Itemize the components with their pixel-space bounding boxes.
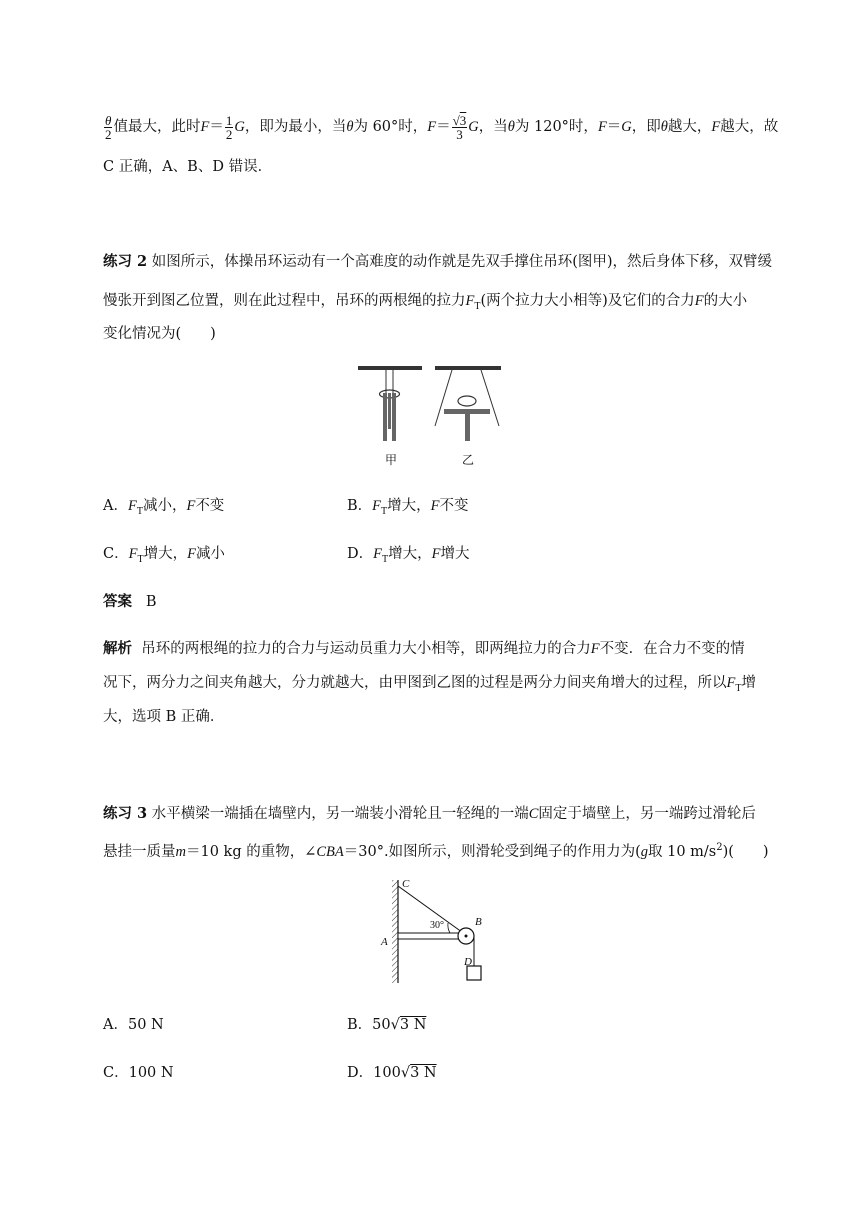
figure-yi-label: 乙 [462,453,475,467]
ex2-answer: 答案 B [103,593,157,610]
ex2-question-line-3: 变化情况为( ) [103,326,216,342]
theta-over-2: $\frac{\theta}{2}$ [105,112,112,142]
label-c: C [402,878,410,890]
one-half: $\frac{1}{2}$ [225,112,233,142]
ex2-analysis-line-1: 解析 吊环的两根绳的拉力的合力与运动员重力大小相等，即两绳拉力的合力F不变．在合力不变的情 [103,640,745,657]
ex3-label: 练习 3 [103,805,148,822]
figure-jia-label: 甲 [385,453,398,467]
ex2-option-a[interactable]: A．$F_T$减小，F不变 [103,498,225,517]
figure-yi [435,366,501,441]
ex2-analysis-line-2: 况下，两分力之间夹角越大，分力就越大，由甲图到乙图的过程是两分力间夹角增大的过程，所以$F_T$增 [103,675,756,694]
ex3-question-line-2: 悬挂一质量m＝10 kg 的重物，∠CBA＝30°.如图所示，则滑轮受到绳子的作用力为(g取 10 $m/s^2$)( ) [103,842,769,860]
wall [392,880,398,983]
ex2-option-d[interactable]: D．$F_T$增大，F增大 [347,546,470,565]
solution-line-1: $\frac{\theta}{2}$ 值最大，此时 F ＝ $\frac{1}{2}$ G ，即为最小，当 θ 为 60°时， F ＝ $\frac{√3}{3}$ G ，当 θ 为 120°时， F ＝ G ，即 θ 越大， F 越大，故 [105,112,779,142]
solution-line-2: C 正确，A、B、D 错误． [103,159,273,175]
label-angle: 30° [430,920,444,931]
ex3-pulley-figure [378,878,488,988]
sqrt3-over-3: $\frac{√3}{3}$ [452,112,467,142]
ex2-rings-figure [355,363,505,473]
ex2-label: 练习 2 [103,253,148,270]
ex3-option-b[interactable]: B．50√3 N [347,1017,427,1033]
beam-ab [398,933,466,939]
ex2-option-c[interactable]: C．$F_T$增大，F减小 [103,546,225,565]
ex2-analysis-line-3: 大，选项 B 正确． [103,709,225,725]
weight-d [467,966,481,980]
ex3-question-line-1: 练习 3 水平横梁一端插在墙壁内，另一端装小滑轮且一轻绳的一端C固定于墙壁上，另一端跨过滑轮后 [103,805,756,822]
ex3-option-d[interactable]: D．100√3 N [347,1065,437,1081]
ex3-option-a[interactable]: A．50 N [103,1017,164,1033]
label-a: A [381,936,388,948]
ex3-option-c[interactable]: C．100 N [103,1065,174,1081]
ex2-question-line-1: 练习 2 如图所示，体操吊环运动有一个高难度的动作就是先双手撑住吊环(图甲)，然后身体下移，双臂缓 [103,253,773,270]
label-b: B [475,916,482,928]
ex2-option-b[interactable]: B．$F_T$增大，F不变 [347,498,469,517]
ex2-question-line-2: 慢张开到图乙位置，则在此过程中，吊环的两根绳的拉力$F_T$(两个拉力大小相等)及它们的合力F的大小 [103,293,748,312]
label-d: D [464,956,472,968]
figure-jia [358,366,422,441]
